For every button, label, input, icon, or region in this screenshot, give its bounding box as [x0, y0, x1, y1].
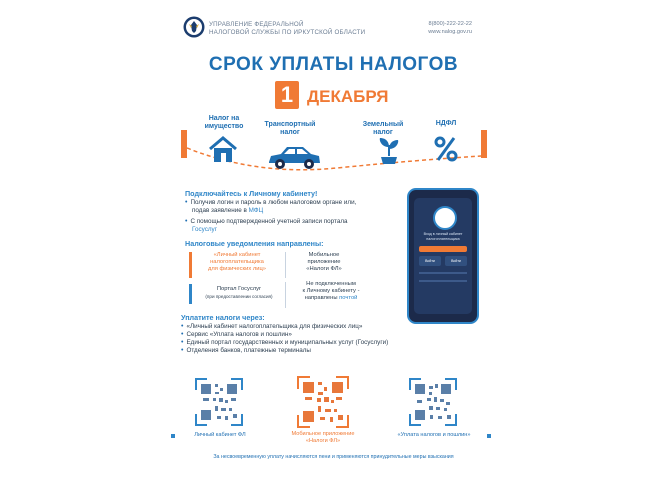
- qr-code-personal-account[interactable]: [195, 378, 243, 426]
- phone-number: 8(800)-222-22-22: [428, 21, 472, 27]
- due-month: ДЕКАБРЯ: [307, 87, 389, 106]
- tax-label-land: Земельный налог: [362, 121, 404, 136]
- contacts: [428, 21, 472, 36]
- qr-label-tax-payment: «Уплата налогов и пошлин»: [397, 432, 471, 438]
- notif-bar-1: [189, 252, 192, 278]
- tax-poster: [167, 12, 500, 472]
- pay-item: • Сервис «Уплата налогов и пошлин»: [181, 331, 292, 338]
- qr-label-mobile-app: Мобильное приложение «Налоги ФЛ»: [291, 431, 355, 444]
- website-link[interactable]: www.nalog.gov.ru: [428, 28, 472, 35]
- corner-mark-right: [487, 434, 491, 438]
- car-icon: [265, 142, 323, 172]
- house-icon: [207, 135, 239, 163]
- phone-orange-button: [419, 246, 467, 252]
- phone-mockup: [407, 188, 479, 324]
- tax-label-property: Налог на имущество: [204, 115, 244, 130]
- due-day: 1: [275, 81, 299, 109]
- footer-note: За несвоевременную уплату начисляются пени и применяются принудительные меры взыскания: [213, 454, 454, 460]
- org-name: УПРАВЛЕНИЕ ФЕДЕРАЛЬНОЙ НАЛОГОВОЙ СЛУЖБЫ ПО ИРКУТСКОЙ ОБЛАСТИ: [209, 21, 366, 36]
- pay-item: • Единый портал государственных и муниципальных услуг (Госуслуги): [181, 339, 389, 346]
- qr-label-personal-account: Личный кабинет ФЛ: [194, 432, 246, 438]
- notif-bar-2: [189, 284, 192, 304]
- fns-emblem-icon: [183, 16, 205, 38]
- phone-screen-text: Вход в личный кабинет налогоплательщика: [423, 232, 463, 241]
- notif-mobile-app: Мобильное приложение «Налоги ФЛ»: [306, 252, 342, 272]
- pay-item: • «Личный кабинет налогоплательщика для физических лиц»: [181, 323, 363, 330]
- sprout-icon: [377, 136, 401, 166]
- notif-gosuslugi: Портал Госуслуг (при предоставлении согласия): [205, 286, 273, 299]
- notifications-heading: Налоговые уведомления направлены:: [185, 239, 324, 248]
- connect-bullet-1: • Получив логин и пароль в любом налоговом органе или, подав заявление в МФЦ: [185, 199, 357, 214]
- pay-heading: Уплатите налоги через:: [181, 313, 265, 322]
- orange-bar-right: [481, 130, 487, 158]
- tax-label-transport: Транспортный налог: [264, 121, 316, 136]
- notif-by-mail: Не подключенным к Личному кабинету - направлены почтой: [302, 281, 360, 301]
- corner-mark-left: [171, 434, 175, 438]
- page-title: СРОК УПЛАТЫ НАЛОГОВ: [208, 54, 459, 75]
- tax-label-ndfl: НДФЛ: [435, 120, 457, 127]
- connect-bullet-2: • С помощью подтвержденной учетной записи портала Госуслуг: [185, 218, 348, 233]
- pay-item: • Отделения банков, платежные терминалы: [181, 347, 311, 354]
- percent-icon: [434, 136, 458, 162]
- phone-login-button-1: Войти: [419, 256, 441, 266]
- qr-code-mobile-app[interactable]: [297, 376, 349, 428]
- phone-login-button-2: Войти: [445, 256, 467, 266]
- pay-list: [181, 323, 481, 355]
- qr-code-tax-payment[interactable]: [409, 378, 457, 426]
- phone-app-logo-icon: [433, 206, 457, 230]
- notif-personal-account: «Личный кабинет налогоплательщика для физических лиц»: [207, 252, 266, 272]
- connect-heading: Подключайтесь к Личному кабинету!: [185, 189, 318, 198]
